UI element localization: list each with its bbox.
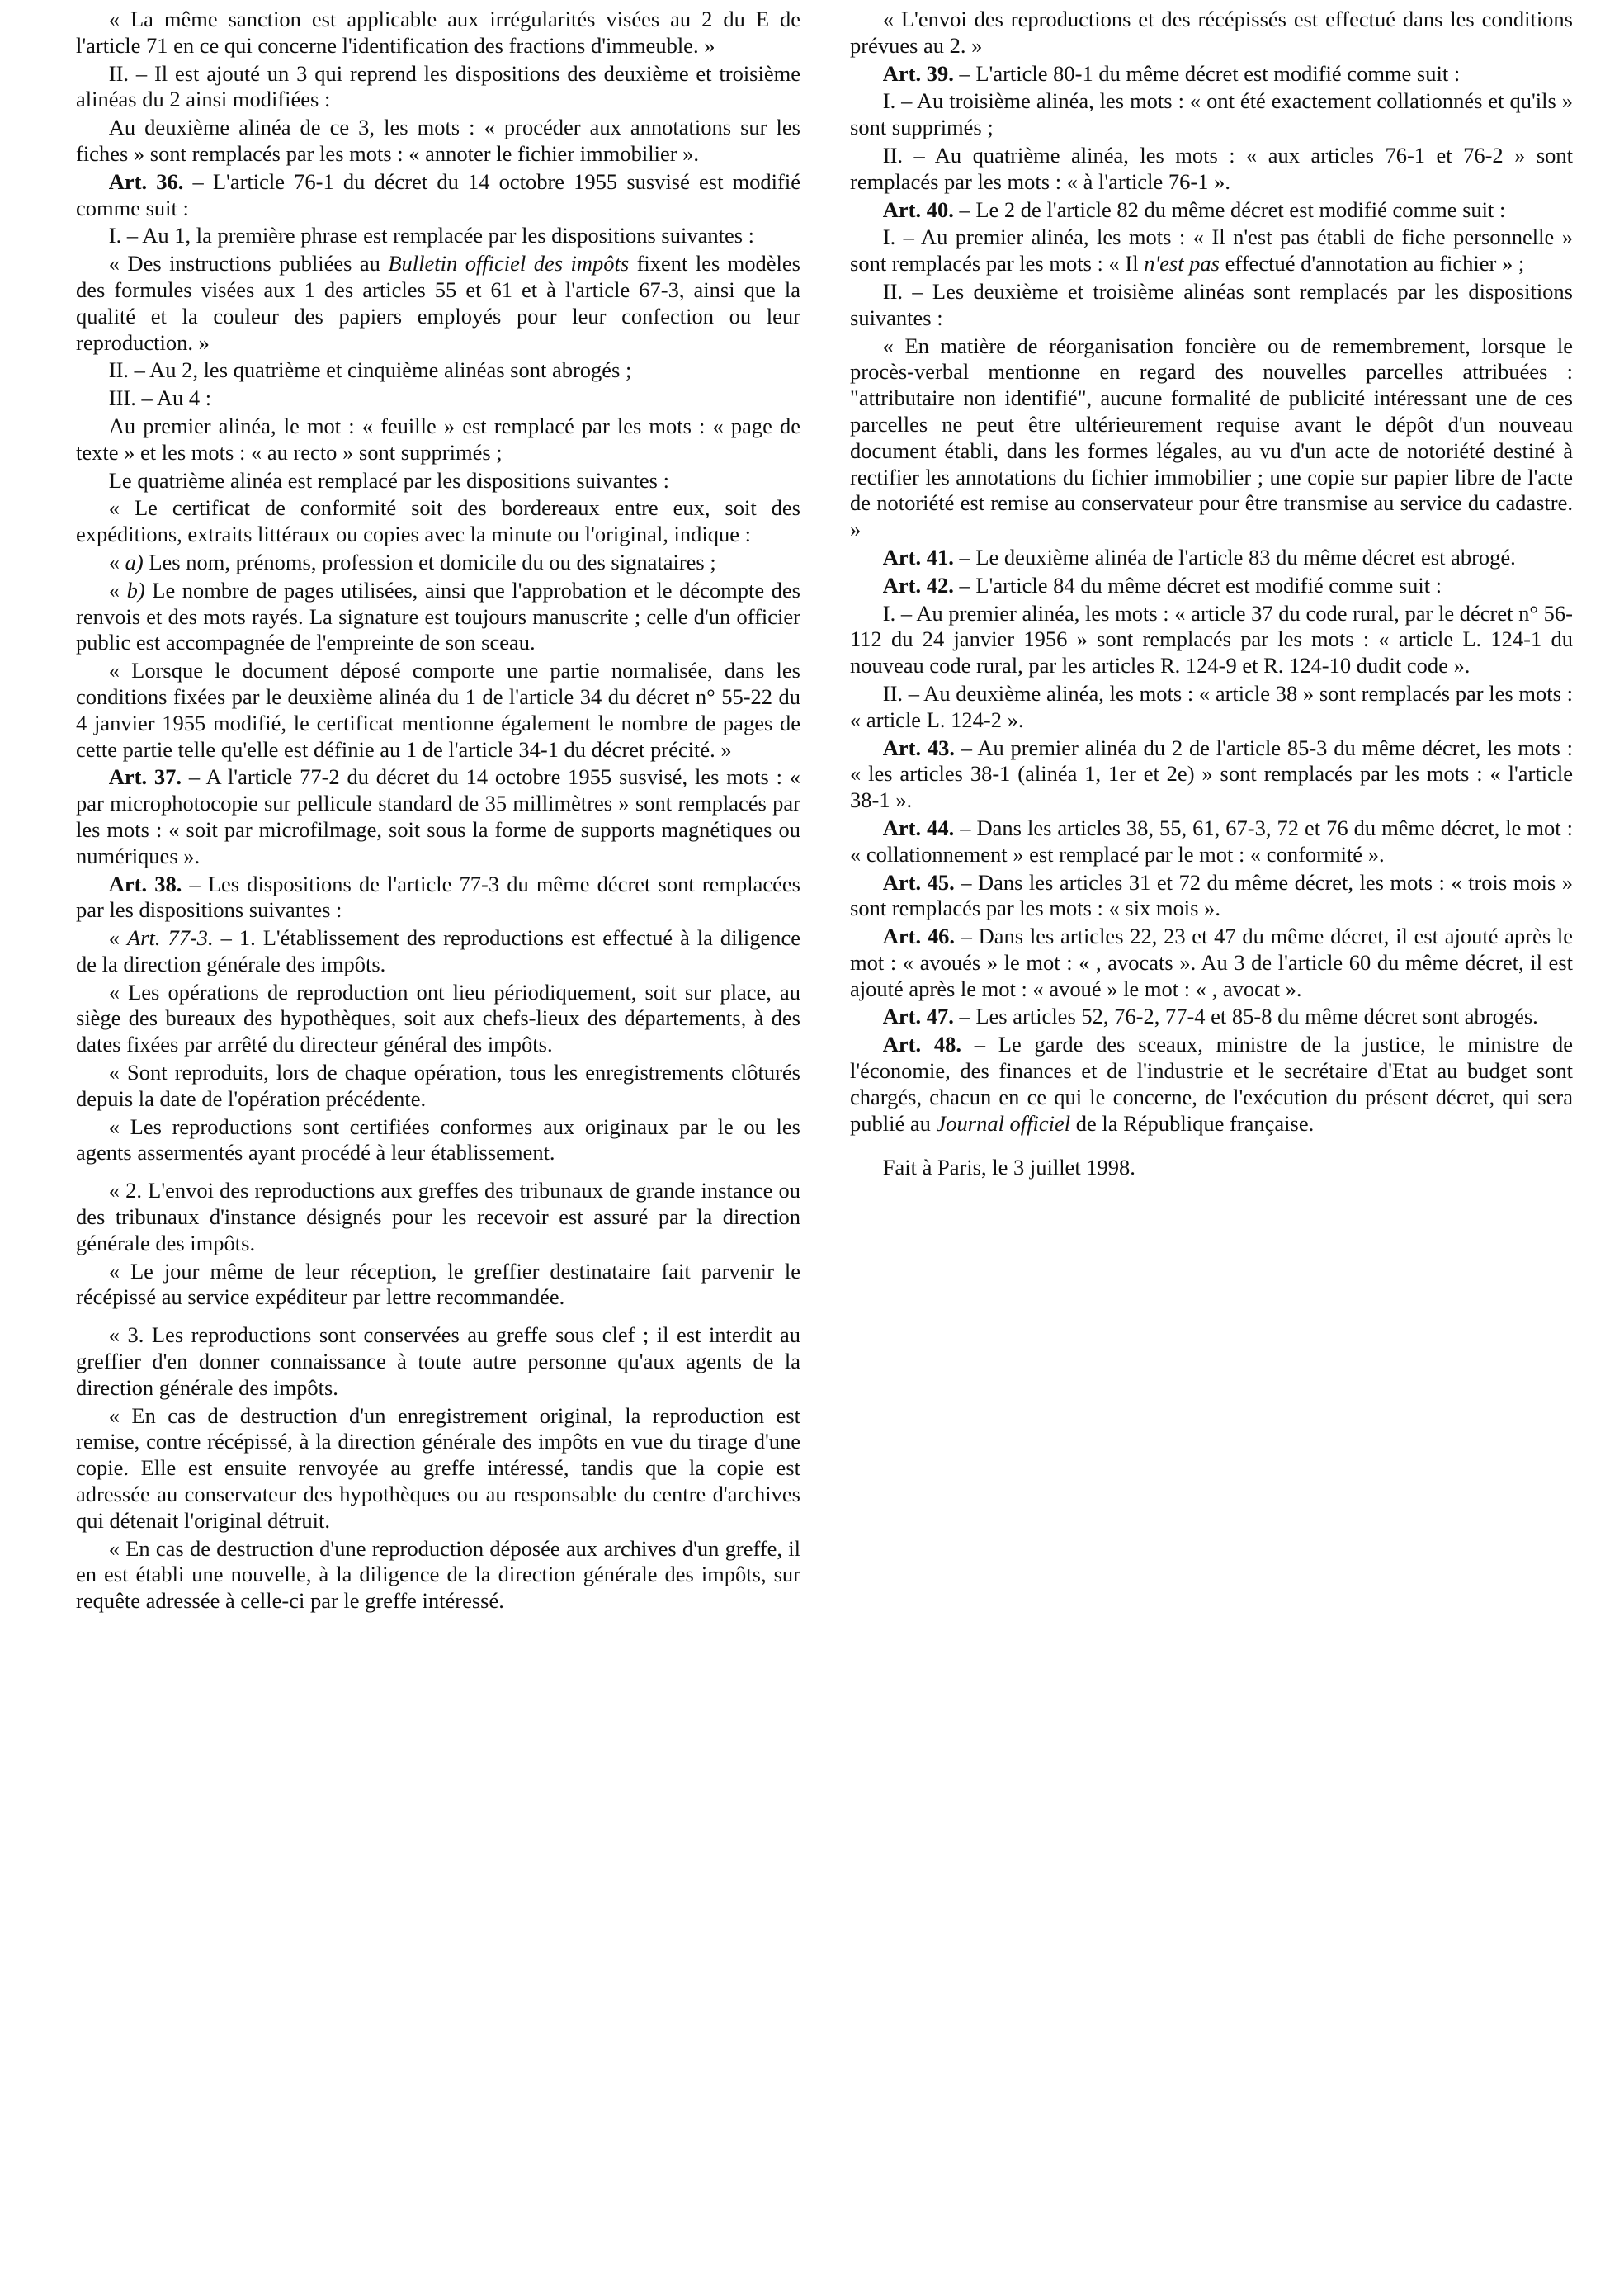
paragraph — [76, 1114, 800, 1167]
paragraph — [76, 578, 800, 656]
article-number: Art. 36. — [108, 168, 184, 194]
article-number: Art. 48. — [882, 1032, 961, 1057]
paragraph-text: – 1. L'établissement des reproductions est effectué à la diligence de la direction générale des impôts. — [76, 925, 801, 976]
right-column — [850, 7, 1573, 1183]
paragraph — [76, 1536, 800, 1614]
paragraph-text: « Le jour même de leur réception, le greffier destinataire fait parvenir le récépissé au service expéditeur par lettre recommandée. — [76, 1258, 800, 1310]
paragraph — [76, 1178, 800, 1256]
article-paragraph — [850, 197, 1573, 224]
paragraph-text: – A l'article 77-2 du décret du 14 octobre 1955 susvisé, les mots : « par microphotocopie sur pellicule standard de 35 millimètres » sont remplacés par les mots : « soit par microfilmage, soit sous la forme de supports magnétiques ou numériques ». — [76, 764, 800, 868]
article-number: Art. 47. — [882, 1004, 954, 1029]
paragraph-text: « En cas de destruction d'un enregistrement original, la reproduction est remise, contre récépissé, à la direction générale des impôts en vue du tirage d'une copie. Elle est ensuite renvoyée au greffe intéressé, tandis que la copie est adressée au conservateur des hypothèques ou au responsable du centre d'archives qui détenait l'original détruit. — [76, 1402, 800, 1533]
paragraph — [76, 658, 800, 763]
paragraph-text: I. – Au premier alinéa, les mots : « article 37 du code rural, par le décret n° 56-112 du 24 janvier 1956 » sont remplacés par les mots : « article L. 124-1 du nouveau code rural, par les articles R. 124-9 et R. 124-10 dudit code ». — [850, 600, 1573, 678]
italic-text: n'est pas — [1144, 251, 1220, 277]
paragraph-text: Au deuxième alinéa de ce 3, les mots : « procéder aux annotations sur les fiches » sont remplacés par les mots : « annoter le fichier immobilier ». — [76, 115, 800, 166]
paragraph — [76, 7, 800, 59]
paragraph-text: « Lorsque le document déposé comporte une partie normalisée, dans les conditions fixées par le deuxième alinéa du 1 de l'article 34 du décret n° 55-22 du 4 janvier 1955 modifié, le certificat mentionne également le nombre de pages de cette partie telle qu'elle est définie au 1 de l'article 34-1 du décret précité. » — [76, 658, 800, 762]
paragraph-text: II. – Les deuxième et troisième alinéas sont remplacés par les dispositions suivantes : — [850, 278, 1573, 330]
paragraph-text: I. – Au 1, la première phrase est remplacée par les dispositions suivantes : — [108, 223, 755, 248]
paragraph-text: « Les reproductions sont certifiées conformes aux originaux par le ou les agents assermentés ayant procédé à leur établissement. — [76, 1113, 800, 1165]
paragraph-text: « Sont reproduits, lors de chaque opération, tous les enregistrements clôturés depuis la date de l'opération précédente. — [76, 1060, 800, 1111]
italic-text: Art. 77-3. — [126, 925, 214, 951]
paragraph — [850, 681, 1573, 734]
italic-text: Bulletin officiel des impôts — [388, 251, 630, 277]
paragraph-text: – L'article 84 du même décret est modifié comme suit : — [953, 572, 1442, 598]
italic-text: a) — [125, 549, 144, 574]
paragraph-text: – Le 2 de l'article 82 du même décret est modifié comme suit : — [953, 196, 1506, 222]
paragraph-text: – Dans les articles 38, 55, 61, 67-3, 72 et 76 du même décret, le mot : « collationnement » est remplacé par le mot : « conformité ». — [850, 815, 1573, 867]
paragraph — [76, 223, 800, 249]
paragraph — [76, 1322, 800, 1401]
article-paragraph — [850, 61, 1573, 87]
paragraph — [850, 279, 1573, 332]
paragraph-text: – Au premier alinéa du 2 de l'article 85-3 du même décret, les mots : « les articles 38-1 (alinéa 1, 1er et 2e) » sont remplacés par les mots : « l'article 38-1 ». — [850, 735, 1573, 813]
paragraph-text: III. – Au 4 : — [108, 385, 212, 411]
paragraph — [76, 468, 800, 494]
paragraph — [76, 357, 800, 384]
paragraph-text: « — [108, 549, 125, 574]
paragraph-text: Les nom, prénoms, profession et domicile du ou des signataires ; — [143, 549, 716, 574]
paragraph-text: – Le garde des sceaux, ministre de la justice, le ministre de l'économie, des finances et de l'industrie et le secrétaire d'Etat au budget sont chargés, chacun en ce qui le concerne, de l'exécution du présent décret, qui sera publié au — [850, 1032, 1573, 1136]
paragraph — [850, 225, 1573, 277]
paragraph-text: – L'article 80-1 du même décret est modifié comme suit : — [953, 60, 1461, 86]
article-number: Art. 39. — [882, 60, 954, 86]
paragraph-text: II. – Il est ajouté un 3 qui reprend les dispositions des deuxième et troisième alinéas du 2 ainsi modifiées : — [76, 60, 800, 112]
paragraph — [850, 88, 1573, 141]
paragraph-text: « 3. Les reproductions sont conservées au greffe sous clef ; il est interdit au greffier d'en donner connaissance à toute autre personne qu'aux agents de la direction générale des impôts. — [76, 1322, 800, 1400]
paragraph — [76, 414, 800, 466]
italic-text: Journal officiel — [936, 1110, 1071, 1136]
article-number: Art. 40. — [882, 196, 954, 222]
paragraph-text: – L'article 76-1 du décret du 14 octobre 1955 susvisé est modifié comme suit : — [76, 168, 800, 220]
article-paragraph — [76, 169, 800, 222]
paragraph — [850, 601, 1573, 679]
paragraph-text: fixent les modèles des formules visées aux 1 des articles 55 et 61 et à l'article 67-3, ainsi que la qualité et la couleur des papiers employés pour leur confection ou leur reproduction. » — [76, 251, 800, 355]
signature-line — [850, 1155, 1573, 1181]
article-number: Art. 42. — [882, 572, 954, 598]
paragraph — [76, 1259, 800, 1312]
paragraph-text: « En matière de réorganisation foncière ou de remembrement, lorsque le procès-verbal mentionne en regard des nouvelles parcelles attribuées : "attributaire non identifié", aucune formalité de publicité intéressant une de ces parcelles ne peut être ultérieurement requise avant le dépôt d'un nouveau document établi, dans les formes légales, au vu d'un acte de notoriété destiné à rectifier les annotations du fichier immobilier ; une copie sur papier libre de l'acte de notoriété est remise au conservateur pour être transmise au service du cadastre. » — [850, 333, 1573, 542]
paragraph — [76, 925, 800, 978]
paragraph-text: II. – Au quatrième alinéa, les mots : « aux articles 76-1 et 76-2 » sont remplacés par les mots : « à l'article 76-1 ». — [850, 142, 1573, 194]
paragraph-text: « Des instructions publiées au — [108, 251, 389, 277]
paragraph-text: II. – Au 2, les quatrième et cinquième alinéas sont abrogés ; — [108, 357, 632, 383]
paragraph-text: Le quatrième alinéa est remplacé par les dispositions suivantes : — [108, 467, 669, 493]
article-paragraph — [850, 1004, 1573, 1030]
paragraph — [76, 1060, 800, 1113]
article-number: Art. 38. — [108, 871, 182, 896]
paragraph-text: – Le deuxième alinéa de l'article 83 du même décret est abrogé. — [953, 544, 1516, 570]
article-paragraph — [850, 924, 1573, 1002]
article-paragraph — [850, 1032, 1573, 1137]
paragraph-text: – Les articles 52, 76-2, 77-4 et 85-8 du même décret sont abrogés. — [953, 1004, 1538, 1029]
paragraph — [850, 333, 1573, 543]
article-number: Art. 37. — [108, 764, 182, 790]
paragraph-text: – Dans les articles 31 et 72 du même décret, les mots : « trois mois » sont remplacés par les mots : « six mois ». — [850, 869, 1573, 921]
paragraph-text: « 2. L'envoi des reproductions aux greffes des tribunaux de grande instance ou des tribunaux d'instance désignés pour les recevoir est assuré par la direction générale des impôts. — [76, 1178, 800, 1255]
paragraph-text: « — [108, 925, 127, 951]
paragraph — [76, 115, 800, 168]
paragraph-text: « — [108, 577, 127, 603]
paragraph-text: effectué d'annotation au fichier » ; — [1220, 251, 1525, 277]
article-number: Art. 44. — [882, 815, 955, 840]
paragraph-text: Au premier alinéa, le mot : « feuille » est remplacé par les mots : « page de texte » et les mots : « au recto » sont supprimés ; — [76, 413, 800, 465]
italic-text: b) — [126, 577, 145, 603]
paragraph-text: « La même sanction est applicable aux irrégularités visées au 2 du E de l'article 71 en ce qui concerne l'identification des fractions d'immeuble. » — [76, 7, 800, 58]
article-paragraph — [850, 573, 1573, 599]
paragraph — [850, 7, 1573, 59]
paragraph-text: « En cas de destruction d'une reproduction déposée aux archives d'un greffe, il en est établi une nouvelle, à la diligence de la direction générale des impôts, sur requête adressée à celle-ci par le greffe intéressé. — [76, 1535, 800, 1614]
paragraph-text: de la République française. — [1070, 1110, 1315, 1136]
paragraph-text: « Les opérations de reproduction ont lieu périodiquement, soit sur place, au siège des bureaux des hypothèques, soit aux chefs-lieux des départements, à des dates fixées par arrêté du directeur général des impôts. — [76, 979, 800, 1057]
paragraph — [76, 1403, 800, 1534]
paragraph-text: – Dans les articles 22, 23 et 47 du même décret, il est ajouté après le mot : « avoués » le mot : « , avocats ». Au 3 de l'article 60 du même décret, il est ajouté après le mot : « avoué » le mot : « , avocat ». — [850, 924, 1573, 1001]
paragraph-text: « Le certificat de conformité soit des bordereaux entre eux, soit des expéditions, extraits littéraux ou copies avec la minute ou l'original, indique : — [76, 495, 800, 547]
paragraph-text: II. – Au deuxième alinéa, les mots : « article 38 » sont remplacés par les mots : « article L. 124-2 ». — [850, 680, 1573, 732]
paragraph — [76, 550, 800, 576]
paragraph — [76, 385, 800, 412]
paragraph-text: – Les dispositions de l'article 77-3 du même décret sont remplacées par les dispositions suivantes : — [76, 871, 800, 923]
paragraph — [850, 143, 1573, 196]
article-number: Art. 46. — [882, 924, 955, 949]
paragraph-text: I. – Au troisième alinéa, les mots : « ont été exactement collationnés et qu'ils » sont supprimés ; — [850, 88, 1573, 140]
article-number: Art. 41. — [882, 544, 954, 570]
paragraph — [76, 61, 800, 114]
article-paragraph — [850, 735, 1573, 814]
paragraph — [76, 980, 800, 1058]
left-column — [76, 7, 800, 1616]
article-number: Art. 45. — [882, 869, 955, 895]
paragraph — [76, 495, 800, 548]
article-paragraph — [850, 545, 1573, 571]
article-paragraph — [850, 870, 1573, 923]
paragraph-text: Le nombre de pages utilisées, ainsi que l'approbation et le décompte des renvois et des mots rayés. La signature est toujours manuscrite ; celle d'un officier public est accompagnée de l'empreinte de son sceau. — [76, 577, 800, 655]
paragraph — [76, 251, 800, 356]
paragraph-text: « L'envoi des reproductions et des récépissés est effectué dans les conditions prévues au 2. » — [850, 7, 1573, 58]
article-paragraph — [76, 872, 800, 924]
paragraph-text: I. – Au premier alinéa, les mots : « Il n'est pas établi de fiche personnelle » sont remplacés par les mots : « Il — [850, 225, 1573, 277]
article-paragraph — [850, 816, 1573, 868]
article-paragraph — [76, 764, 800, 869]
article-number: Art. 43. — [882, 735, 955, 760]
paragraph-text: Fait à Paris, le 3 juillet 1998. — [882, 1155, 1135, 1180]
